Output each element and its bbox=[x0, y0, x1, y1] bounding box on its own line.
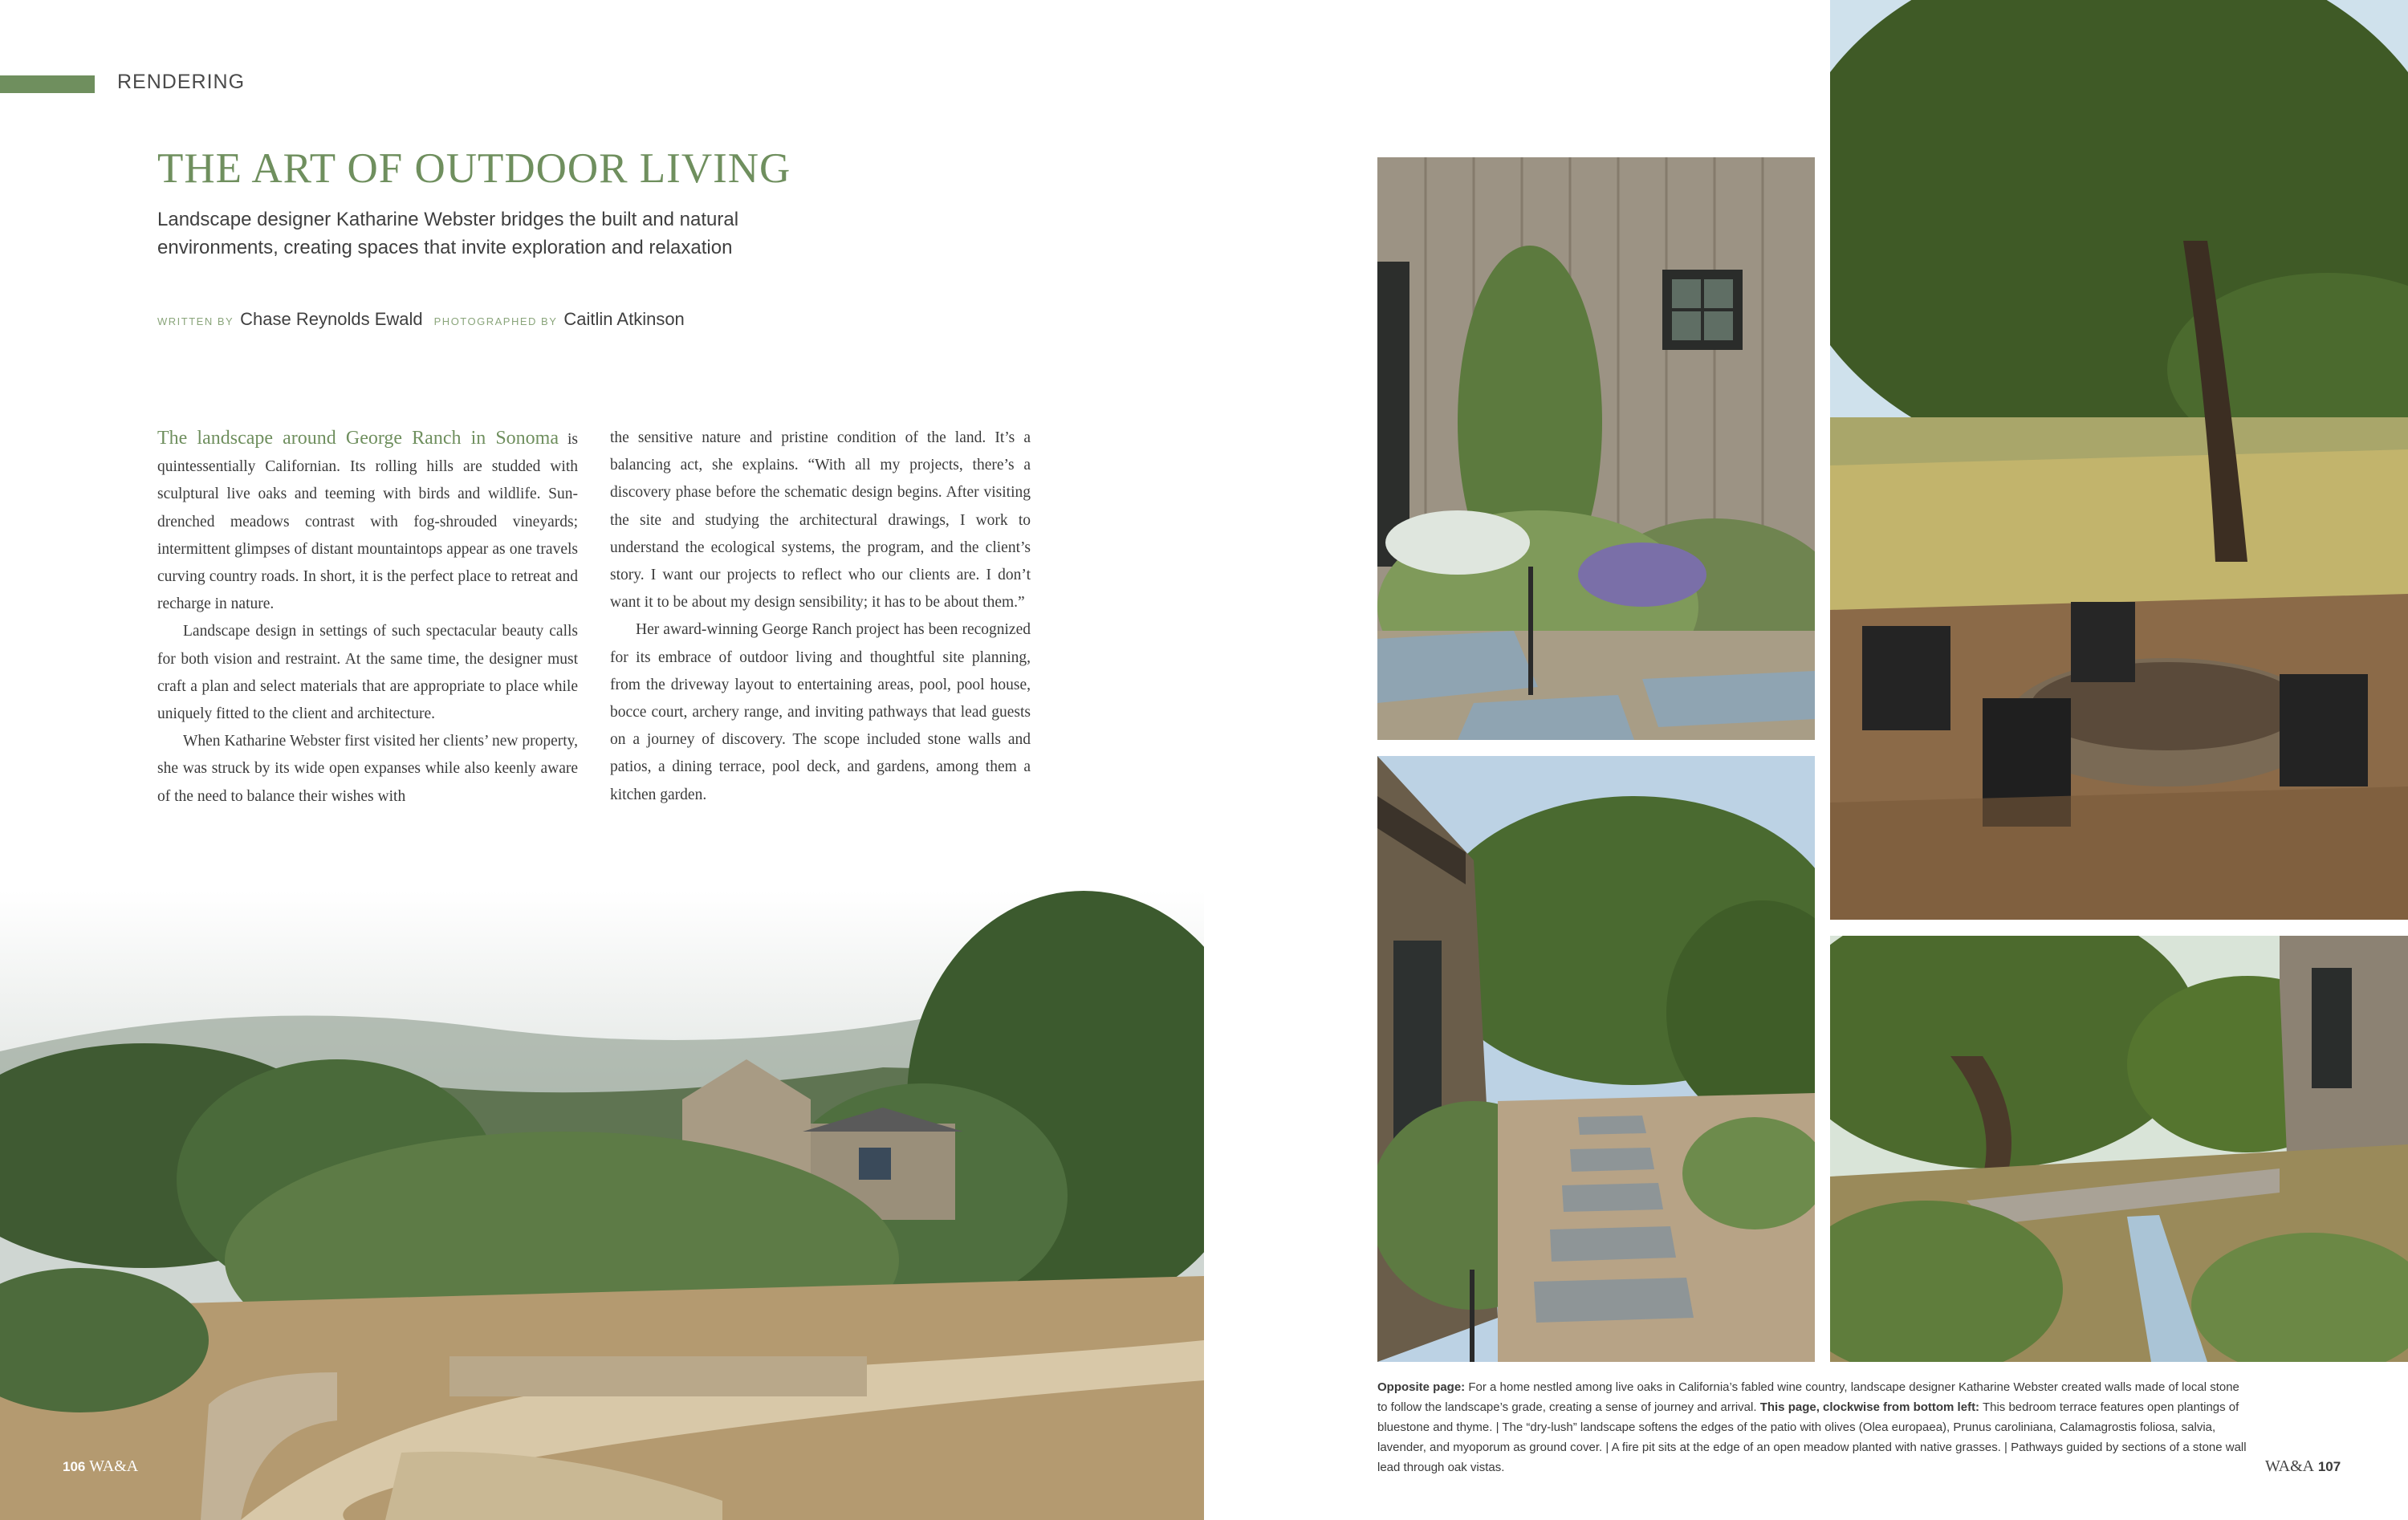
byline bbox=[157, 309, 696, 330]
section-color-bar bbox=[0, 75, 95, 93]
author-name: Chase Reynolds Ewald bbox=[240, 309, 423, 329]
caption-text-opposite: For a home nestled among live oaks in California’s fabled wine country, landscape designer Katharine Webster created walls made of local stone to follow the landscape’s grade, creating a sense of journey and arrival. bbox=[1377, 1380, 2239, 1414]
caption-label-this-page: This page, clockwise from bottom left: bbox=[1759, 1400, 1980, 1414]
body-column-1 bbox=[157, 425, 578, 811]
paragraph: Landscape design in settings of such spectacular beauty calls for both vision and restraint. At the same time, the designer must craft a plan and select materials that are appropriate to place while uniquely fitted to the client and architecture. bbox=[157, 623, 578, 723]
paragraph: Her award-winning George Ranch project has been recognized for its embrace of outdoor living and thoughtful site planning, from the driveway layout to entertaining areas, pool, pool house, bocce court, archery range, and inviting pathways that lead guests on a journey of discovery. The scope included stone walls and patios, a dining terrace, pool deck, and gardens, among them a kitchen garden. bbox=[610, 621, 1031, 803]
paragraph-text: is quintessentially Californian. Its rolling hills are studded with sculptural live oaks and teeming with birds and wildlife. Sun-drenched meadows contrast with fog-shrouded vineyards; intermittent glimpses of distant mountaintops appear as one travels curving country roads. In short, it is the perfect place to retreat and recharge in nature. bbox=[157, 431, 578, 613]
ranch-landscape-photo bbox=[0, 891, 1204, 1520]
caption-label-opposite: Opposite page: bbox=[1377, 1380, 1466, 1394]
photo-caption bbox=[1377, 1377, 2249, 1477]
folio-right bbox=[2265, 1457, 2341, 1476]
article-title: THE ART OF OUTDOOR LIVING bbox=[157, 145, 791, 192]
body-column-2 bbox=[610, 425, 1031, 809]
lead-in: The landscape around George Ranch in Sonoma bbox=[157, 428, 559, 449]
photographer-name: Caitlin Atkinson bbox=[563, 309, 685, 329]
folio-left bbox=[63, 1457, 138, 1476]
written-by-label: WRITTEN BY bbox=[157, 315, 234, 327]
article-dek: Landscape designer Katharine Webster bridges the built and natural environments, creating spaces that invite exploration and relaxation bbox=[157, 209, 739, 258]
paragraph: When Katharine Webster first visited her clients’ new property, she was struck by its wide open expanses while also keenly aware of the need to balance their wishes with bbox=[157, 733, 578, 805]
paragraph: the sensitive nature and pristine condition of the land. It’s a balancing act, she explains. “With all my projects, there’s a discovery phase before the schematic design begins. After visiting the site and studying the architectural drawings, I work to understand the ecological systems, the program, and the client’s story. I want our projects to reflect who our clients are. I don’t want it to be about my design sensibility; it has to be about them.” bbox=[610, 429, 1031, 612]
magazine-logo-left: WA&A bbox=[89, 1457, 139, 1475]
photographed-by-label: PHOTOGRAPHED BY bbox=[433, 315, 558, 327]
house-corner-plantings-photo bbox=[1377, 157, 1815, 740]
stone-walkway-photo bbox=[1830, 936, 2408, 1362]
page-number-right: 107 bbox=[2317, 1459, 2341, 1474]
paver-path-photo bbox=[1377, 756, 1815, 1362]
fire-pit-oak-photo bbox=[1830, 0, 2408, 920]
page-number-left: 106 bbox=[63, 1459, 86, 1474]
caption-text-this-page: This bedroom terrace features open plantings of bluestone and thyme. | The “dry-lush” landscape softens the edges of the patio with olives (Olea europaea), Prunus caroliniana, Calamagrostis foliosa, salvia, lavender, and myoporum as ground cover. | A fire pit sits at the edge of an open meadow planted with native grasses. | Pathways guided by sections of a stone wall lead through oak vistas. bbox=[1377, 1400, 2247, 1474]
section-label: RENDERING bbox=[117, 71, 246, 93]
paragraph bbox=[157, 425, 578, 618]
magazine-logo-right: WA&A bbox=[2265, 1457, 2315, 1475]
